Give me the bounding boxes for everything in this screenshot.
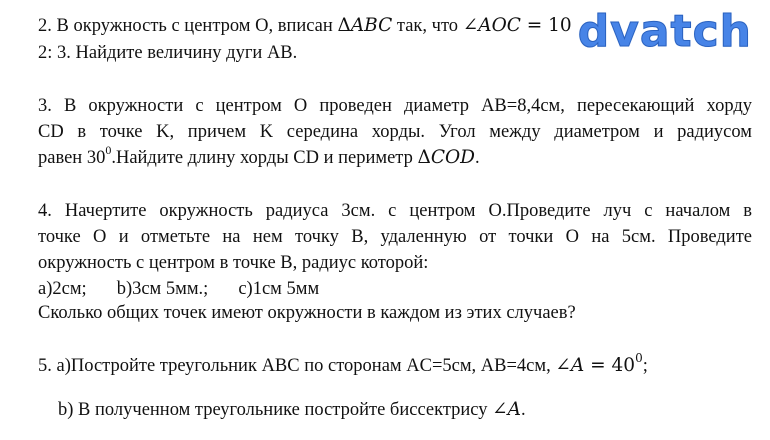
degree-superscript: 0 (635, 350, 643, 365)
triangle-cod: COD (430, 147, 475, 168)
problem-5-line-2 (58, 399, 752, 421)
problem-3-line-3 (38, 142, 752, 169)
problem-2-line-2: 2: 3. Найдите величину дуги AB. (38, 43, 298, 63)
period: . (475, 148, 480, 168)
problem-4-options (38, 278, 752, 300)
angle-a: A (507, 399, 522, 420)
angle-symbol: ∠ (492, 399, 508, 420)
problem-3-line-2: CD в точке K, причем K середина хорды. Угол между диаметром и радиусом (38, 122, 752, 142)
degree-superscript: 0 (105, 142, 112, 157)
angle-a-value: = 40 (584, 355, 636, 376)
problem-2-text: 2. В окружность с центром О, вписан (38, 16, 338, 36)
angle-a: A (570, 355, 585, 376)
problem-4-line-2: точке О и отметьте на нем точку B, удаленную от точки О на 5см. Проведите (38, 227, 752, 247)
problem-4-line-3: окружность с центром в точке B, радиус которой: (38, 253, 429, 273)
triangle-abc: ABC (350, 15, 393, 36)
problem-2-text-b: так, что (392, 16, 463, 36)
period: . (521, 400, 526, 420)
problem-4-line-1: 4. Начертите окружность радиуса 3см. с центром О.Проведите луч с началом в (38, 201, 752, 221)
watermark-logo: dvatch (577, 6, 752, 57)
semicolon: ; (642, 356, 648, 376)
option-c: c)1см 5мм (238, 279, 320, 299)
problem-5-part-b-text: b) В полученном треугольнике постройте биссектрису (58, 400, 493, 420)
triangle-symbol: Δ (417, 147, 431, 168)
angle-aoc-value: = 10 (520, 15, 572, 36)
problem-5-text: 5. а)Постройте треугольник ABC по сторонам AC=5см, AB=4см, (38, 356, 556, 376)
problem-5-line-1 (38, 350, 752, 377)
option-b: b)3см 5мм.; (116, 279, 209, 299)
triangle-symbol: Δ (337, 15, 351, 36)
problem-3-angle-text: равен 30 (38, 148, 106, 168)
problem-4-question: Сколько общих точек имеют окружности в каждом из этих случаев? (38, 303, 576, 323)
angle-symbol: ∠ (555, 355, 571, 376)
problem-3-question: .Найдите длину хорды CD и периметр (111, 148, 418, 168)
option-a: а)2см; (38, 279, 87, 299)
angle-symbol: ∠ (462, 15, 479, 36)
angle-aoc: AOC (478, 15, 521, 36)
problem-3-line-1: 3. В окружности с центром О проведен диаметр AB=8,4см, пересекающий хорду (38, 96, 752, 116)
